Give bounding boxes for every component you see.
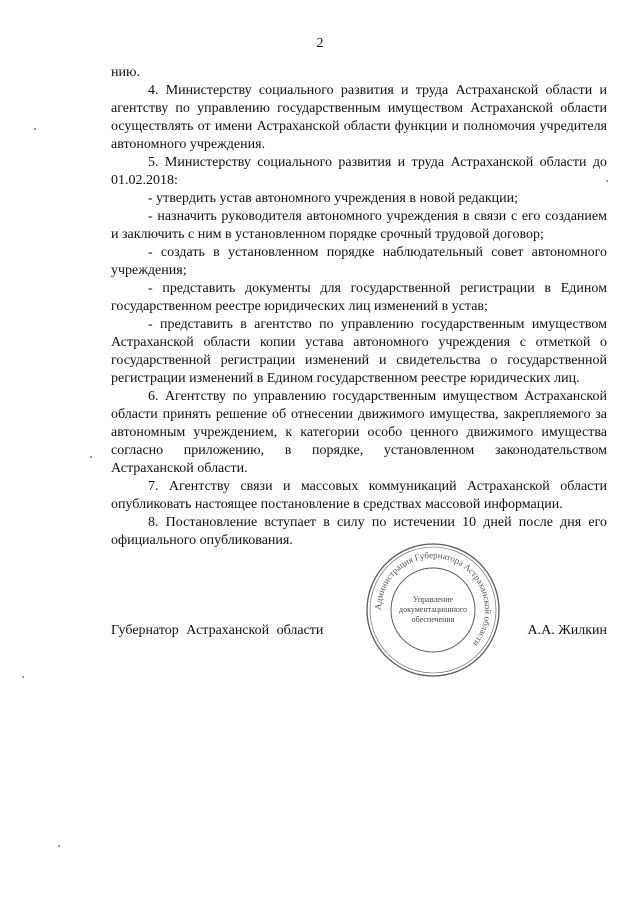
scan-speck xyxy=(90,456,92,458)
signatory-position: Губернатор Астраханской области xyxy=(111,623,324,638)
seal-inner-line: обеспечения xyxy=(411,615,455,624)
list-item: - назначить руководителя автономного учреждения в связи с его созданием и заключить с ним в установленном порядке срочный трудовой договор; xyxy=(111,209,607,242)
paragraph: 6. Агентству по управлению государственным имуществом Астраханской области принять решение об отнесении движимого имущества, закрепляемого за автономным учреждением, к категории особо ценного движимого имущества согласно приложению, в порядке, установленном законодательством Астраханской области. xyxy=(111,389,607,476)
paragraph: 5. Министерству социального развития и труда Астраханской области до 01.02.2018: xyxy=(111,155,607,188)
official-seal-stamp xyxy=(363,540,503,680)
paragraph: 7. Агентству связи и массовых коммуникаций Астраханской области опубликовать настоящее постановление в средствах массовой информации. xyxy=(111,479,607,512)
list-item: - создать в установленном порядке наблюдательный совет автономного учреждения; xyxy=(111,245,607,278)
page-number: 2 xyxy=(316,36,324,51)
scan-speck xyxy=(606,180,608,182)
list-item: - представить документы для государственной регистрации в Едином государственном реестре юридических лиц изменений в устав; xyxy=(111,281,607,314)
scan-speck xyxy=(34,128,36,130)
list-item: - представить в агентство по управлению государственным имуществом Астраханской области копии устава автономного учреждения с отметкой о государственной регистрации изменений и свидетельства о государственной регистрации изменений в Едином государственном реестре юридических лиц. xyxy=(111,317,607,386)
paragraph: 8. Постановление вступает в силу по истечении 10 дней после дня его официального опубликования. xyxy=(111,515,607,548)
seal-inner-line: Управление xyxy=(412,595,454,604)
paragraph: нию. xyxy=(111,65,140,80)
document-body xyxy=(111,64,607,550)
scan-speck xyxy=(22,676,24,678)
seal-ring-text: Администрация Губернатора Астраханской области xyxy=(372,549,494,649)
scan-speck xyxy=(58,845,60,847)
seal-graphic xyxy=(363,540,503,680)
signatory-name: А.А. Жилкин xyxy=(527,623,607,638)
list-item: - утвердить устав автономного учреждения в новой редакции; xyxy=(148,191,518,206)
paragraph: 4. Министерству социального развития и труда Астраханской области и агентству по управлению государственным имуществом Астраханской области осуществлять от имени Астраханской области функции и полномочия учредителя автономного учреждения. xyxy=(111,83,607,152)
seal-inner-line: документационного xyxy=(399,605,467,614)
